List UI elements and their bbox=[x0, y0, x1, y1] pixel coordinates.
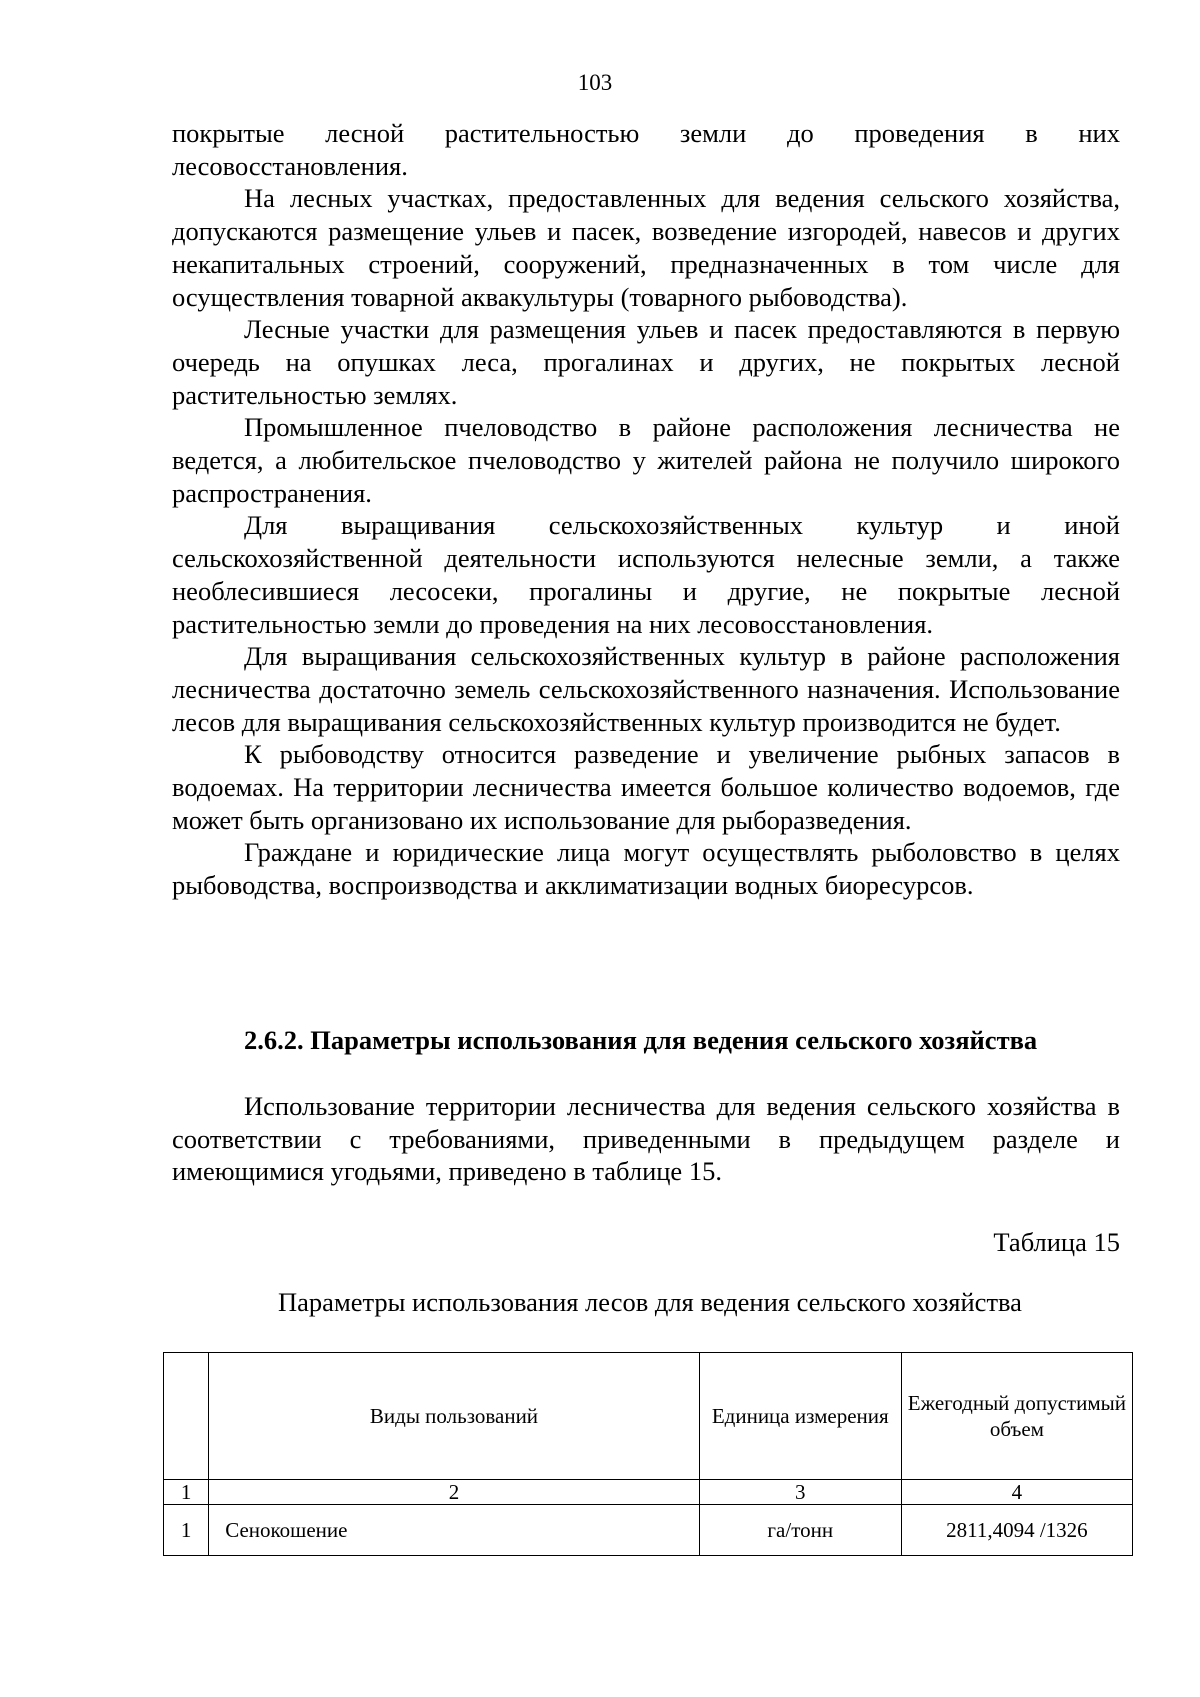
body-text-mid bbox=[172, 1090, 1120, 1188]
paragraph: Промышленное пчеловодство в районе расположения лесничества не ведется, а любительское пчеловодство у жителей района не получило широкого распространения. bbox=[172, 412, 1120, 508]
paragraph: К рыбоводству относится разведение и увеличение рыбных запасов в водоемах. На территории лесничества имеется большое количество водоемов, где может быть организовано их использование для рыборазведения. bbox=[172, 739, 1120, 835]
paragraph: Для выращивания сельскохозяйственных культур и иной сельскохозяйственной деятельности используются нелесные земли, а также необлесившиеся лесосеки, прогалины и другие, не покрытые лесной растительностью земли до проведения на них лесовосстановления. bbox=[172, 510, 1120, 639]
column-number-cell: 4 bbox=[901, 1480, 1132, 1505]
table-label: Таблица 15 bbox=[993, 1227, 1120, 1257]
column-number-cell: 2 bbox=[209, 1480, 700, 1505]
section-heading: 2.6.2. Параметры использования для ведения сельского хозяйства bbox=[244, 1025, 1038, 1055]
column-number-cell: 1 bbox=[164, 1480, 209, 1505]
header-cell-number bbox=[164, 1353, 209, 1480]
table-title: Параметры использования лесов для ведения сельского хозяйства bbox=[278, 1287, 1022, 1317]
body-text-top bbox=[172, 117, 1120, 902]
paragraph: Для выращивания сельскохозяйственных культур в районе расположения лесничества достаточно земель сельскохозяйственного назначения. Использование лесов для выращивания сельскохозяйственных культур производится не будет. bbox=[172, 641, 1120, 737]
paragraph: Использование территории лесничества для ведения сельского хозяйства в соответствии с требованиями, приведенными в предыдущем разделе и имеющимися угодьями, приведено в таблице 15. bbox=[172, 1091, 1120, 1187]
header-cell-unit: Единица измерения bbox=[699, 1353, 901, 1480]
paragraph: На лесных участках, предоставленных для ведения сельского хозяйства, допускаются размещение ульев и пасек, возведение изгородей, навесов и других некапитальных строений, сооружений, предназначенных в том числе для осуществления товарной аквакультуры (товарного рыбоводства). bbox=[172, 183, 1120, 312]
parameters-table bbox=[163, 1352, 1133, 1556]
paragraph: Граждане и юридические лица могут осуществлять рыболовство в целях рыбоводства, воспроизводства и акклиматизации водных биоресурсов. bbox=[172, 837, 1120, 901]
paragraph: покрытые лесной растительностью земли до проведения в них лесовосстановления. bbox=[172, 118, 1120, 181]
row-volume-cell: 2811,4094 /1326 bbox=[901, 1505, 1132, 1556]
header-cell-type: Виды пользований bbox=[209, 1353, 700, 1480]
row-type-cell: Сенокошение bbox=[209, 1505, 700, 1556]
table-row bbox=[164, 1505, 1133, 1556]
table-column-numbers-row bbox=[164, 1480, 1133, 1505]
paragraph: Лесные участки для размещения ульев и пасек предоставляются в первую очередь на опушках леса, прогалинах и других, не покрытых лесной растительностью землях. bbox=[172, 314, 1120, 410]
row-number-cell: 1 bbox=[164, 1505, 209, 1556]
column-number-cell: 3 bbox=[699, 1480, 901, 1505]
header-cell-volume: Ежегодный допустимый объем bbox=[901, 1353, 1132, 1480]
row-unit-cell: га/тонн bbox=[699, 1505, 901, 1556]
table-header-row bbox=[164, 1353, 1133, 1480]
page-number: 103 bbox=[577, 70, 613, 95]
